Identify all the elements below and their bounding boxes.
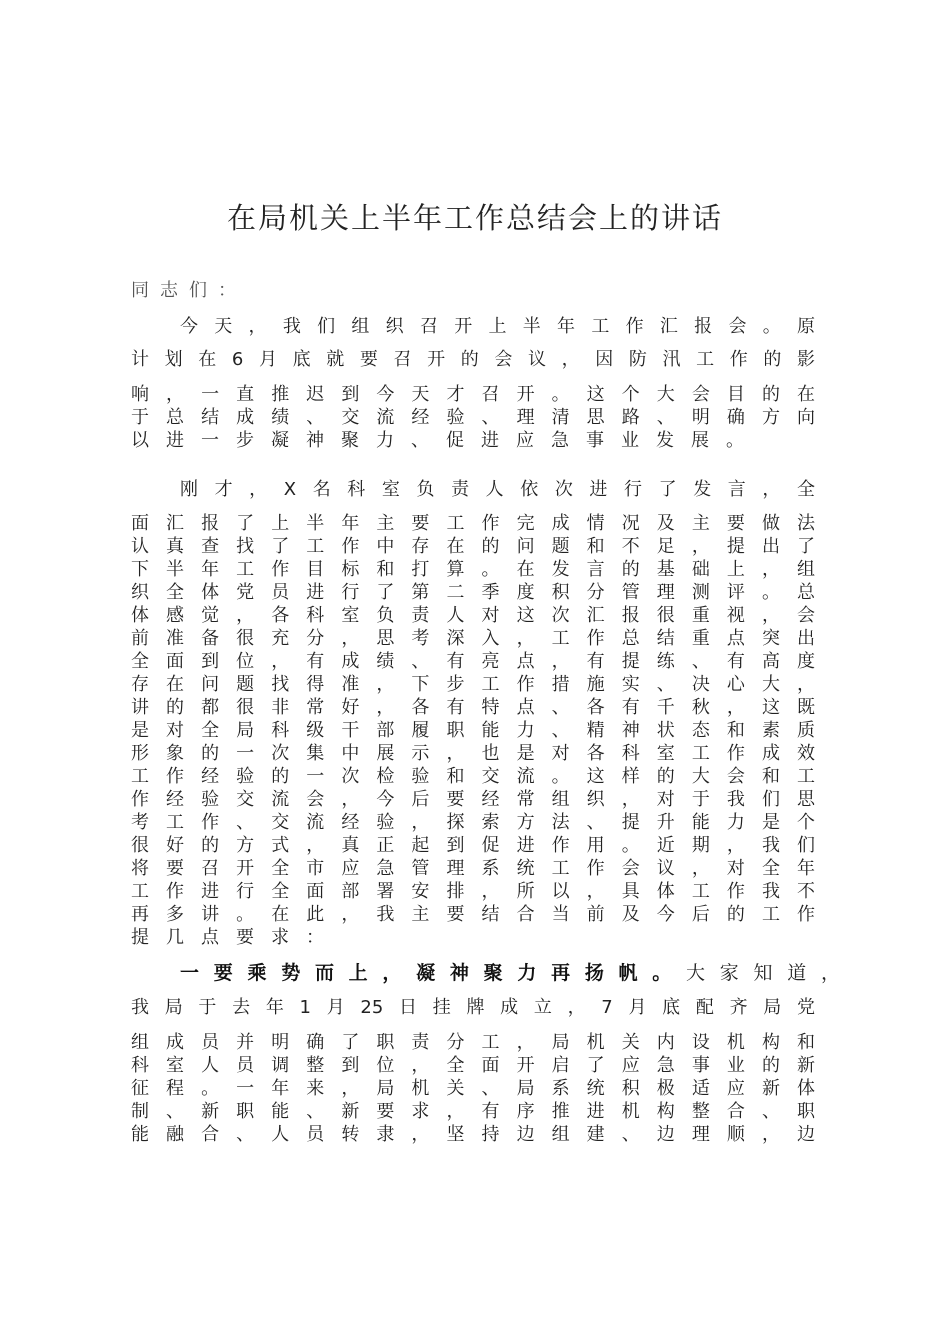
paragraph-line: 考工作、交流经验，探索方法、提升能力是个	[131, 812, 815, 833]
paragraph-line: 作经验交流会，今后要经常组织，对于我们思	[131, 789, 815, 810]
paragraph-line: 能融合、人员转隶，坚持边组建、边理顺，边	[131, 1124, 815, 1145]
paragraph-line: 工作进行全面部署安排，所以，具体工作我不	[131, 881, 815, 902]
paragraph-line: 下半年工作目标和打算。在发言的基础上，组	[131, 559, 815, 580]
paragraph-line: 面汇报了上半年主要工作完成情况及主要做法	[131, 513, 815, 534]
paragraph-line: 计划在6月底就要召开的会议，因防汛工作的影	[131, 349, 815, 370]
paragraph-line: 刚才，X名科室负责人依次进行了发言，全	[180, 479, 815, 500]
section-heading: 一要乘势而上，凝神聚力再扬帆。	[180, 962, 687, 984]
paragraph-line: 织全体党员进行了第二季度积分管理测评。总	[131, 582, 815, 603]
section-heading-line	[180, 962, 840, 984]
paragraph-line: 科室人员调整到位，全面开启了应急事业的新	[131, 1055, 815, 1076]
salutation: 同志们：	[131, 280, 247, 301]
paragraph-line: 体感觉，各科室负责人对这次汇报很重视，会	[131, 605, 815, 626]
paragraph-line: 提几点要求：	[131, 927, 341, 948]
paragraph-line: 是对全局科级干部履职能力、精神状态和素质	[131, 720, 815, 741]
paragraph-line: 全面到位，有成绩、有亮点，有提练、有高度	[131, 651, 815, 672]
section-lead-text: 大家知道，	[686, 962, 840, 984]
paragraph-line: 于总结成绩、交流经验、理清思路、明确方向	[131, 407, 815, 428]
paragraph-line: 制、新职能、新要求，有序推进机构整合、职	[131, 1101, 815, 1122]
paragraph-line: 组成员并明确了职责分工，局机关内设机构和	[131, 1032, 815, 1053]
paragraph-line: 以进一步凝神聚力、促进应急事业发展。	[131, 430, 761, 451]
paragraph-line: 前准备很充分，思考深入，工作总结重点突出	[131, 628, 815, 649]
paragraph-line: 讲的都很非常好，各有特点、各有千秋，这既	[131, 697, 815, 718]
document-title: 在局机关上半年工作总结会上的讲话	[226, 201, 723, 235]
paragraph-line: 再多讲。在此，我主要结合当前及今后的工作	[131, 904, 815, 925]
paragraph-line: 响，一直推迟到今天才召开。这个大会目的在	[131, 384, 815, 405]
paragraph-line: 我局于去年1月25日挂牌成立，7月底配齐局党	[131, 997, 815, 1018]
paragraph-line: 将要召开全市应急管理系统工作会议，对全年	[131, 858, 815, 879]
paragraph-line: 征程。一年来，局机关、局系统积极适应新体	[131, 1078, 815, 1099]
paragraph-line: 今天，我们组织召开上半年工作汇报会。原	[180, 316, 815, 337]
paragraph-line: 很好的方式，真正起到促进作用。近期，我们	[131, 835, 815, 856]
paragraph-line: 存在问题找得准，下步工作措施实、决心大，	[131, 674, 815, 695]
paragraph-line: 形象的一次集中展示，也是对各科室工作成效	[131, 743, 815, 764]
paragraph-line: 认真查找了工作中存在的问题和不足，提出了	[131, 536, 815, 557]
paragraph-line: 工作经验的一次检验和交流。这样的大会和工	[131, 766, 815, 787]
